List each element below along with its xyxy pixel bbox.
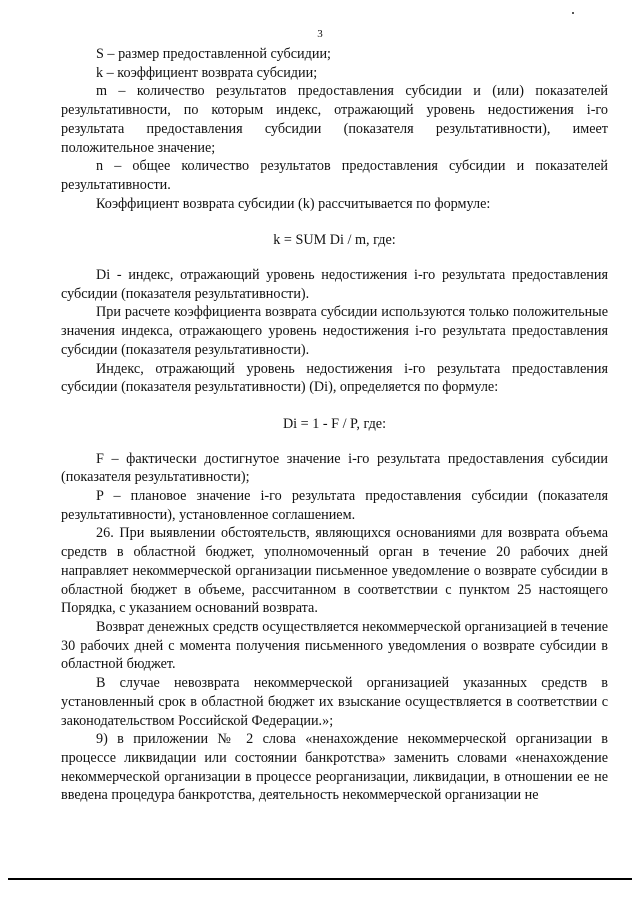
definition-f: F – фактически достигнутое значение i-го результата предоставления субсидии (показателя результативности); [61, 450, 608, 486]
formula-k: k = SUM Di / m, где: [273, 232, 396, 249]
page-number: 3 [317, 28, 323, 40]
clause-26: 26. При выявлении обстоятельств, являющихся основаниями для возврата объема средств в областной бюджет, уполномоченный орган в течение 20 рабочих дней направляет некоммерческой организации письменное уведомление о возврате субсидии в областной бюджет в объеме, рассчитанном в соответствии с пунктом 25 настоящего Порядка, с указанием оснований возврата. [61, 525, 608, 617]
item-9-paragraph: 9) в приложении № 2 слова «ненахождение некоммерческой организации в процессе ликвидации или состоянии банкротства» заменить словами «ненахождение некоммерческой организации в процессе реорганизации, ликвидации, в отношении ее не введена процедура банкротства, деятельность некоммерческой организации не [61, 731, 608, 804]
definition-di: Di - индекс, отражающий уровень недостижения i-го результата предоставления субсидии (показателя результативности). [61, 267, 608, 302]
formula-intro-di: Индекс, отражающий уровень недостижения i-го результата предоставления субсидии (показателя результативности) (Di), определяется по формуле: [61, 360, 608, 396]
definition-m: m – количество результатов предоставления субсидии и (или) показателей результативности, по которым индекс, отражающий уровень недостижения i-го результата предоставления субсидии (показателя результативности), имеет положительное значение; [61, 83, 608, 156]
refund-term-paragraph: Возврат денежных средств осуществляется некоммерческой организацией в течение 30 рабочих дней с момента получения письменного уведомления о возврате субсидии в областной бюджет. [61, 618, 608, 673]
definition-p: P – плановое значение i-го результата предоставления субсидии (показателя результативности), установленное соглашением. [61, 488, 608, 523]
non-refund-paragraph: В случае невозврата некоммерческой организацией указанных средств в установленный срок в областной бюджет их взыскание осуществляется в соответствии с законодательством Российской Федерации.»; [61, 675, 608, 729]
formula-intro-k: Коэффициент возврата субсидии (k) рассчитывается по формуле: [96, 195, 491, 212]
definition-s: S – размер предоставленной субсидии; [96, 46, 331, 62]
formula-di: Di = 1 - F / P, где: [282, 415, 387, 432]
bottom-border-line [8, 878, 632, 880]
definition-n: n – общее количество результатов предоставления субсидии и показателей результативности. [61, 158, 608, 193]
positive-values-note: При расчете коэффициента возврата субсидии используются только положительные значения индекса, отражающего уровень недостижения i-го результата предоставления субсидии (показателя результативности). [61, 304, 608, 358]
document-body [61, 45, 608, 805]
definition-k: k – коэффициент возврата субсидии; [96, 64, 318, 81]
margin-mark [572, 12, 574, 14]
